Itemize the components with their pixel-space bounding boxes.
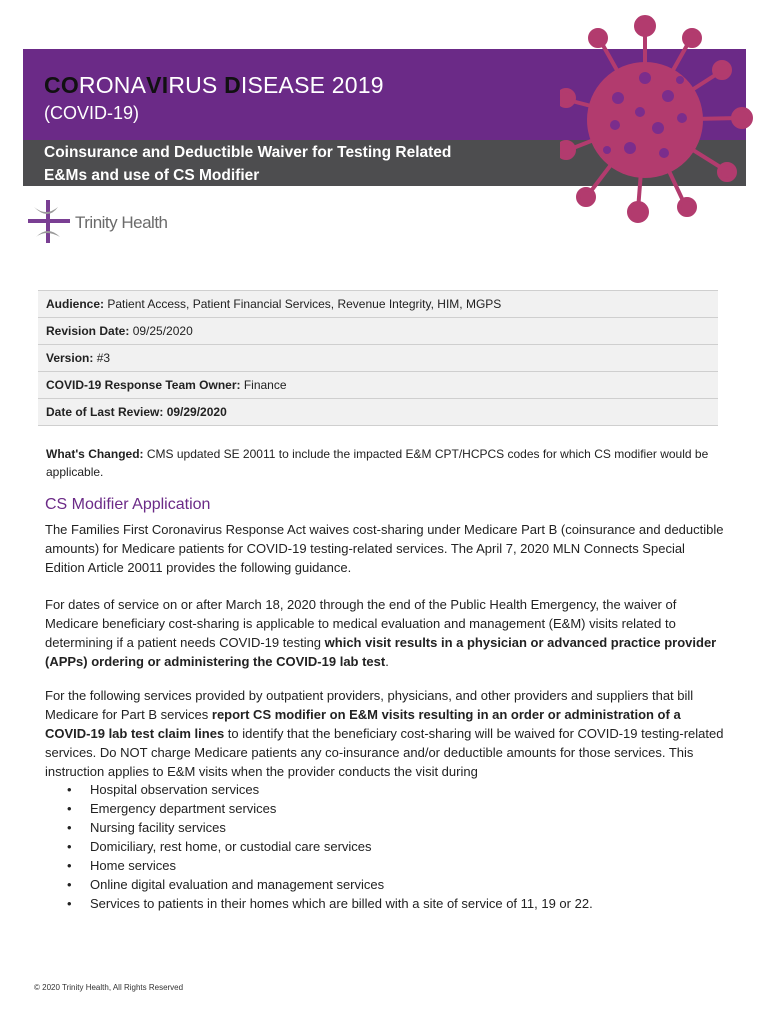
logo-wordmark: Trinity Health bbox=[75, 213, 168, 232]
meta-revision-date: Revision Date: 09/25/2020 bbox=[38, 317, 718, 344]
coronavirus-icon bbox=[560, 0, 770, 240]
whats-changed: What's Changed: CMS updated SE 20011 to include the impacted E&M CPT/HCPCS codes for which CS modifier would be applicable. bbox=[46, 447, 709, 479]
paragraph-waiver: For dates of service on or after March 18, 2020 through the end of the Public Health Emergency, the waiver of Medicare beneficiary cost-sharing is applicable to medical evaluation and management (E&M) visits related to determining if a patient needs COVID-19 testing which visit results in a physician or advanced practice provider (APPs) ordering or administering the COVID-19 lab test. bbox=[45, 597, 717, 669]
document-subject bbox=[44, 141, 451, 187]
services-list bbox=[45, 780, 725, 913]
meta-last-review: Date of Last Review: 09/29/2020 bbox=[38, 398, 718, 426]
footer-copyright: © 2020 Trinity Health, All Rights Reserved bbox=[34, 983, 184, 992]
meta-version: Version: #3 bbox=[38, 344, 718, 371]
list-item: • Nursing facility services bbox=[67, 820, 226, 835]
list-item: • Online digital evaluation and management services bbox=[67, 877, 385, 892]
paragraph-instructions: For the following services provided by outpatient providers, physicians, and other providers and suppliers that bill Medicare for Part B services report CS modifier on E&M visits resulting in an order or administration of a COVID-19 lab test claim lines to identify that the beneficiary cost-sharing will be waived for COVID-19 testing-related services. Do NOT charge Medicare patients any co-insurance and/or deductible amounts for those services. This instruction applies to E&M visits when the provider conducts the visit during bbox=[45, 688, 724, 779]
page-title: CORONAVIRUS DISEASE 2019 bbox=[44, 72, 384, 98]
list-item: • Home services bbox=[67, 858, 176, 873]
document-metadata bbox=[38, 290, 718, 426]
list-item: • Domiciliary, rest home, or custodial care services bbox=[67, 839, 372, 854]
section-heading: CS Modifier Application bbox=[45, 496, 211, 513]
list-item: • Services to patients in their homes which are billed with a site of service of 11, 19 or 22. bbox=[67, 896, 593, 911]
subject-line-1: Coinsurance and Deductible Waiver for Testing Related bbox=[44, 144, 452, 161]
list-item: • Hospital observation services bbox=[67, 782, 260, 797]
meta-owner: COVID-19 Response Team Owner: Finance bbox=[38, 371, 718, 398]
list-item: • Emergency department services bbox=[67, 801, 277, 816]
paragraph-intro: The Families First Coronavirus Response Act waives cost-sharing under Medicare Part B (coinsurance and deductible amounts) for Medicare patients for COVID-19 testing-related services. The April 7, 2020 MLN Connects Special Edition Article 20011 provides the following guidance. bbox=[45, 522, 724, 575]
page-subtitle: (COVID-19) bbox=[44, 103, 140, 123]
meta-audience: Audience: Patient Access, Patient Financial Services, Revenue Integrity, HIM, MGPS bbox=[38, 290, 718, 317]
subject-line-2: E&Ms and use of CS Modifier bbox=[44, 167, 260, 184]
